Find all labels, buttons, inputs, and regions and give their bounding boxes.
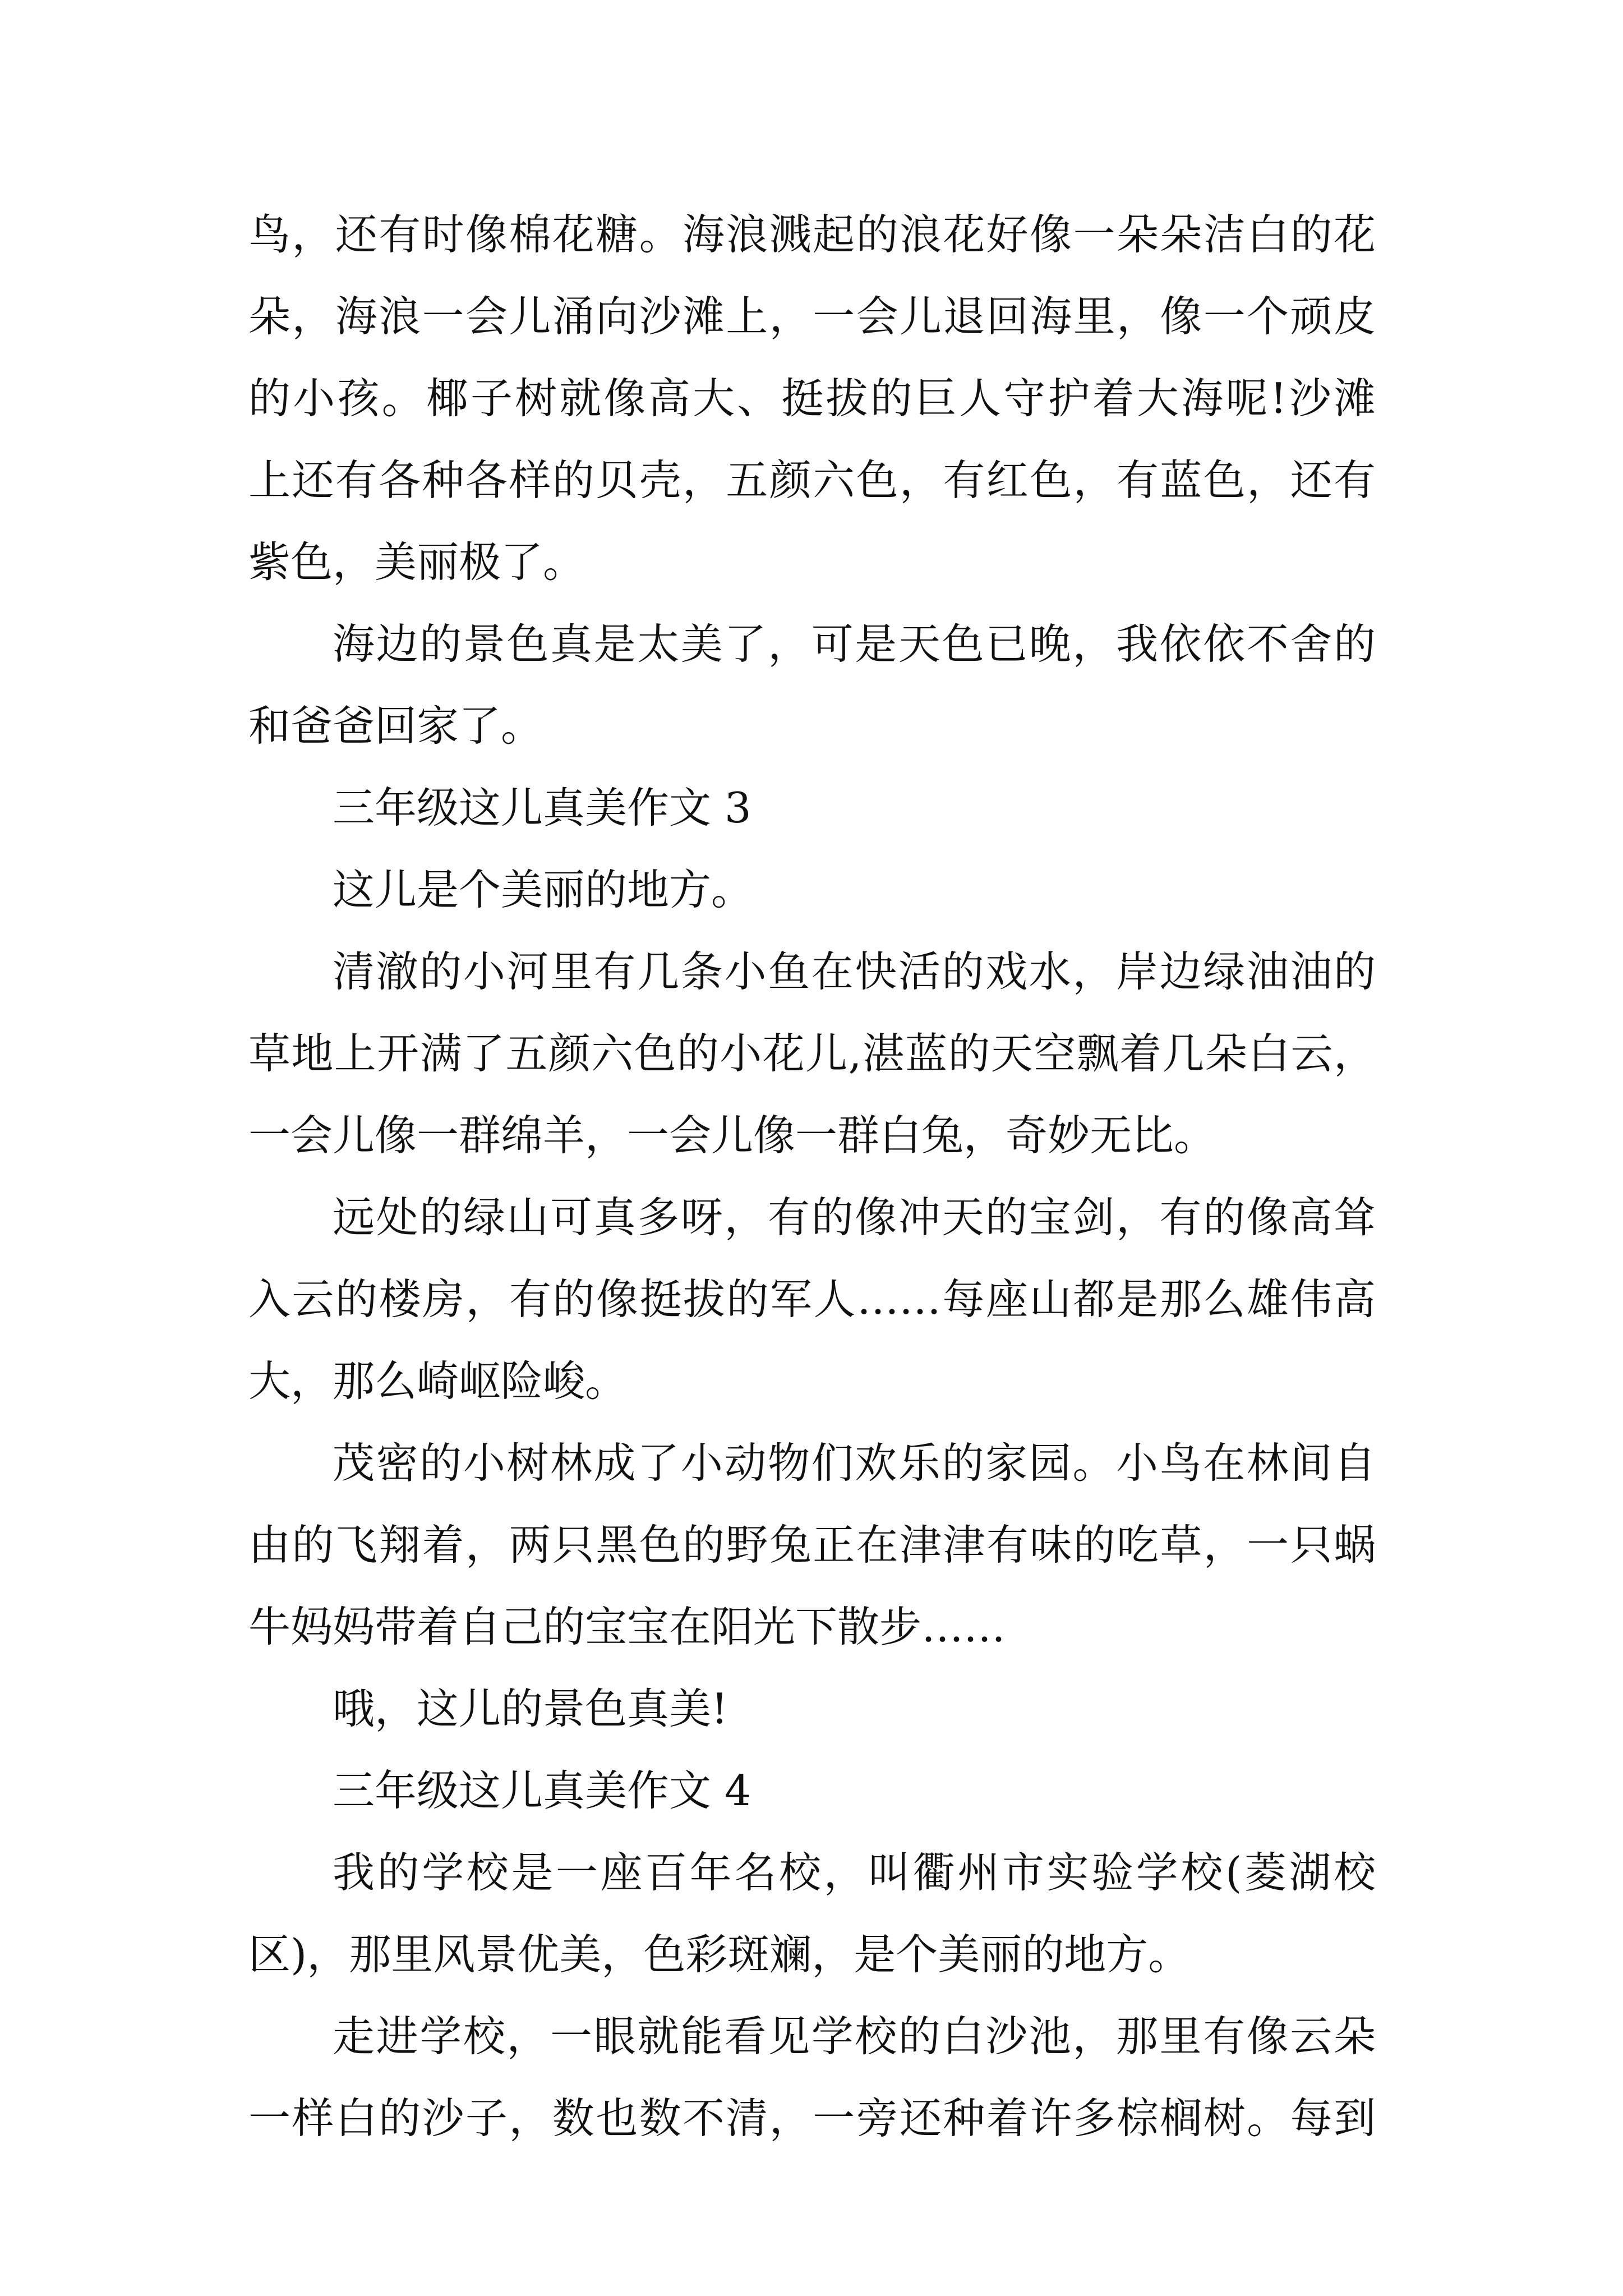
essay-heading: 三年级这儿真美作文 4 [333,1766,751,1815]
text-line: 和爸爸回家了。 [248,701,543,751]
text-line: 牛妈妈带着自己的宝宝在阳光下散步…… [248,1602,1006,1651]
text-line: 上还有各种各样的贝壳，五颜六色，有红色，有蓝色，还有 [248,455,1376,505]
text-line: 的小孩。椰子树就像高大、挺拔的巨人守护着大海呢!沙滩 [248,374,1376,423]
paragraph-start-line: 这儿是个美丽的地方。 [333,865,754,914]
paragraph-start-line: 我的学校是一座百年名校，叫衢州市实验学校(菱湖校 [333,1848,1376,1897]
text-line: 鸟，还有时像棉花糖。海浪溅起的浪花好像一朵朵洁白的花 [248,210,1376,259]
text-line: 一会儿像一群绵羊，一会儿像一群白兔，奇妙无比。 [248,1111,1216,1160]
paragraph-start-line: 茂密的小树林成了小动物们欢乐的家园。小鸟在林间自 [333,1438,1376,1488]
essay-heading: 三年级这儿真美作文 3 [333,783,751,832]
text-line: 大，那么崎岖险峻。 [248,1356,628,1406]
paragraph-start-line: 远处的绿山可真多呀，有的像冲天的宝剑，有的像高耸 [333,1193,1376,1242]
paragraph-start-line: 海边的景色真是太美了，可是天色已晚，我依依不舍的 [333,619,1376,669]
paragraph-start-line: 清澈的小河里有几条小鱼在快活的戏水，岸边绿油油的 [333,947,1376,996]
text-line: 由的飞翔着，两只黑色的野兔正在津津有味的吃草，一只蜗 [248,1520,1376,1570]
text-line: 紫色，美丽极了。 [248,537,585,587]
text-line: 草地上开满了五颜六色的小花儿,湛蓝的天空飘着几朵白云， [248,1029,1376,1078]
paragraph-start-line: 哦，这儿的景色真美! [333,1684,728,1733]
text-line: 区)，那里风景优美，色彩斑斓，是个美丽的地方。 [248,1930,1191,1979]
essay-body [248,194,1376,2159]
text-line: 入云的楼房，有的像挺拔的军人……每座山都是那么雄伟高 [248,1274,1376,1324]
text-line: 一样白的沙子，数也数不清，一旁还种着许多棕榈树。每到 [248,2093,1376,2143]
paragraph-start-line: 走进学校，一眼就能看见学校的白沙池，那里有像云朵 [333,2012,1376,2061]
text-line: 朵，海浪一会儿涌向沙滩上，一会儿退回海里，像一个顽皮 [248,292,1376,341]
